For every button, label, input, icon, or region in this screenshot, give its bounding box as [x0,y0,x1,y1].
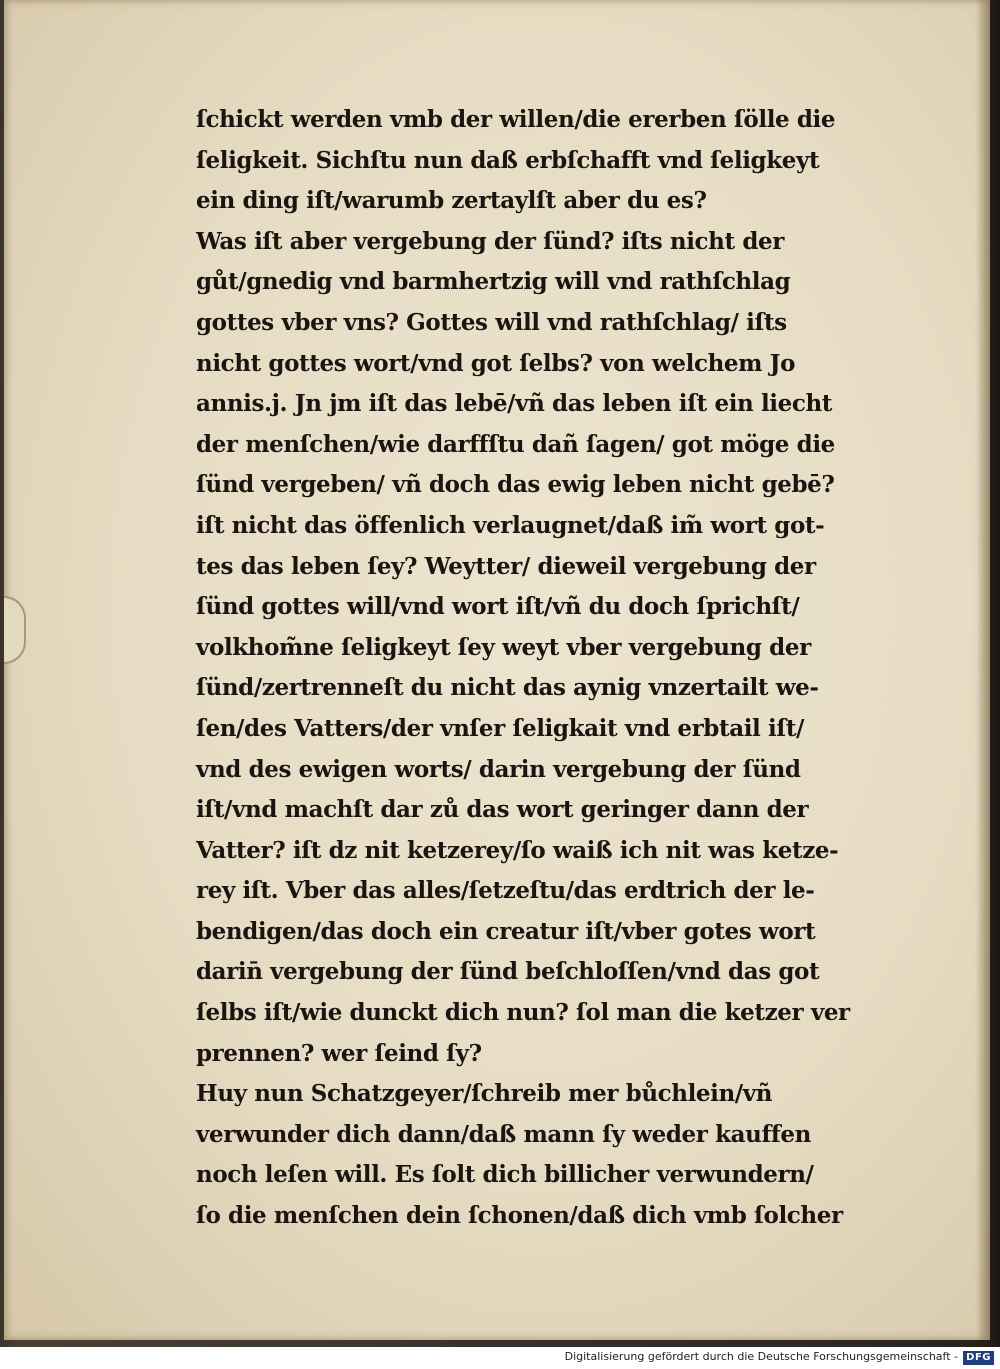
text-line: gůt/gnedig vnd barmhertzig will vnd rathſchlag [196,268,791,296]
page-text-block [196,100,916,1237]
text-line: noch leſen will. Es ſolt dich billicher verwundern/ [196,1161,814,1189]
text-line: verwunder dich dann/daß mann ſy weder kauffen [196,1120,811,1148]
text-line: ſeligkeit. Sichſtu nun daß erbſchafft vnd ſeligkeyt [196,146,820,174]
footer-bar [0,1347,1000,1369]
text-line: iſt nicht das öffenlich verlaugnet/daß im̃ wort got- [196,511,825,539]
text-line: bendigen/das doch ein creatur iſt/vber gotes wort [196,917,816,945]
text-line: ſelbs iſt/wie dunckt dich nun? ſol man die ketzer ver [196,999,850,1027]
text-line: annis.j. Jn jm iſt das lebē/vñ das leben iſt ein liecht [196,390,833,418]
text-line: Huy nun Schatzgeyer/ſchreib mer bůchlein/vñ [196,1080,773,1108]
text-line: der menſchen/wie darffſtu dañ ſagen/ got möge die [196,430,835,458]
text-line: ſünd gottes will/vnd wort iſt/vñ du doch ſprichſt/ [196,593,800,621]
text-line: iſt/vnd machſt dar zů das wort geringer dann der [196,796,809,824]
text-line: ein ding iſt/warumb zertaylſt aber du es? [196,187,707,215]
text-line: ſo die menſchen dein ſchonen/daß dich vmb ſolcher [196,1202,843,1230]
text-line: gottes vber vns? Gottes will vnd rathſchlag/ iſts [196,308,787,336]
text-line: prennen? wer ſeind ſy? [196,1039,482,1067]
text-line: nicht gottes wort/vnd got ſelbs? von welchem Jo [196,349,796,377]
dfg-logo: DFG [963,1351,994,1365]
text-line: ſchickt werden vmb der willen/die ererben ſölle die [196,106,836,133]
text-line: Vatter? iſt dz nit ketzerey/ſo waiß ich nit was ketze- [196,836,839,864]
text-line: ſünd vergeben/ vñ doch das ewig leben nicht gebē? [196,471,835,499]
text-line: vnd des ewigen worts/ darin vergebung der ſünd [196,755,801,783]
text-line: tes das leben ſey? Weytter/ dieweil vergebung der [196,552,816,580]
funding-credit: Digitalisierung gefördert durch die Deutsche Forschungsgemeinschaft - [564,1350,958,1363]
page-edge-notch [4,596,26,664]
text-line: ſen/des Vatters/der vnſer ſeligkait vnd erbtail iſt/ [196,714,805,742]
text-line: volkhom̃ne ſeligkeyt ſey weyt vber vergebung der [196,633,811,661]
text-line: darin̄ vergebung der ſünd beſchloſſen/vnd das got [196,958,820,986]
text-line: ſünd/zertrenneſt du nicht das aynig vnzertailt we- [196,674,819,702]
text-line: rey iſt. Vber das alles/ſetzeſtu/das erdtrich der le- [196,877,815,905]
text-line: Was iſt aber vergebung der ſünd? iſts nicht der [196,227,784,255]
